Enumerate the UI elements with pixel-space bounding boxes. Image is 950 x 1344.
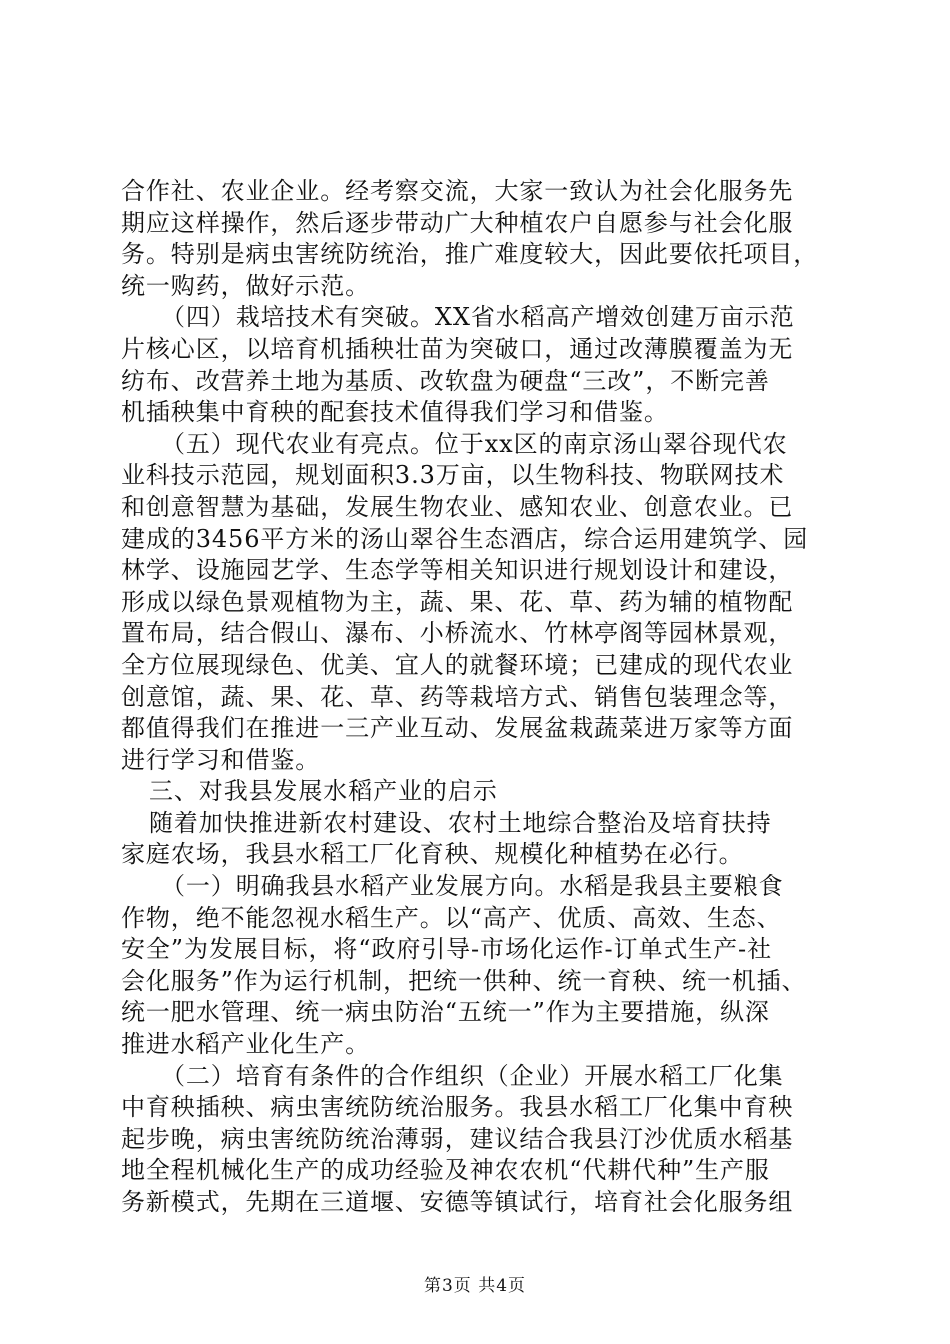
- text-line: 纺布、改营养土地为基质、改软盘为硬盘“三改”，不断完善: [121, 366, 770, 395]
- text-line: 机插秧集中育秧的配套技术值得我们学习和借鉴。: [121, 398, 669, 427]
- text-line: 会化服务”作为运行机制，把统一供种、统一育秧、统一机插、: [121, 966, 807, 995]
- text-line: 和创意智慧为基础，发展生物农业、感知农业、创意农业。已: [121, 492, 794, 521]
- text-line: 安全”为发展目标，将“政府引导-市场化运作-订单式生产-社: [121, 935, 772, 964]
- text-line: 统一购药，做好示范。: [121, 271, 370, 300]
- text-line: 置布局，结合假山、瀑布、小桥流水、竹林亭阁等园林景观，: [121, 619, 794, 648]
- text-line: 务。特别是病虫害统防统治，推广难度较大，因此要依托项目，: [121, 240, 819, 269]
- body-text: [121, 176, 841, 1219]
- text-line: 建成的3456平方米的汤山翠谷生态酒店，综合运用建筑学、园: [121, 524, 809, 553]
- text-line: 林学、设施园艺学、生态学等相关知识进行规划设计和建设，: [121, 556, 794, 585]
- text-line: （四）栽培技术有突破。XX省水稻高产增效创建万亩示范: [161, 303, 795, 332]
- text-line: （二）培育有条件的合作组织（企业）开展水稻工厂化集: [161, 1061, 784, 1090]
- text-line: 中育秧插秧、病虫害统防统治服务。我县水稻工厂化集中育秧: [121, 1093, 794, 1122]
- text-line: 随着加快推进新农村建设、农村土地综合整治及培育扶持: [149, 808, 772, 837]
- text-line: 推进水稻产业化生产。: [121, 1030, 370, 1059]
- text-line: 创意馆，蔬、果、花、草、药等栽培方式、销售包装理念等，: [121, 682, 794, 711]
- text-line: 期应这样操作，然后逐步带动广大种植农户自愿参与社会化服: [121, 208, 794, 237]
- text-line: 合作社、农业企业。经考察交流，大家一致认为社会化服务先: [121, 177, 794, 205]
- text-line: 进行学习和借鉴。: [121, 745, 321, 774]
- text-line: （一）明确我县水稻产业发展方向。水稻是我县主要粮食: [161, 872, 784, 901]
- text-line: 片核心区，以培育机插秧壮苗为突破口，通过改薄膜覆盖为无: [121, 334, 794, 363]
- page-number-footer: 第3页 共4页: [423, 1276, 527, 1296]
- text-line: 全方位展现绿色、优美、宜人的就餐环境；已建成的现代农业: [121, 650, 794, 679]
- text-line: 家庭农场，我县水稻工厂化育秧、规模化种植势在必行。: [121, 840, 744, 869]
- text-line: 务新模式，先期在三道堰、安德等镇试行，培育社会化服务组: [121, 1188, 794, 1216]
- section-heading: 三、对我县发展水稻产业的启示: [149, 777, 498, 806]
- text-line: （五）现代农业有亮点。位于xx区的南京汤山翠谷现代农: [161, 429, 788, 458]
- text-line: 形成以绿色景观植物为主，蔬、果、花、草、药为辅的植物配: [121, 587, 794, 616]
- text-line: 地全程机械化生产的成功经验及神农农机“代耕代种”生产服: [121, 1156, 770, 1185]
- text-line: 起步晚，病虫害统防统治薄弱，建议结合我县汀沙优质水稻基: [121, 1124, 794, 1153]
- text-line: 作物，绝不能忽视水稻生产。以“高产、优质、高效、生态、: [121, 903, 782, 932]
- text-line: 统一肥水管理、统一病虫防治“五统一”作为主要措施，纵深: [121, 998, 770, 1027]
- text-line: 业科技示范园，规划面积3.3万亩，以生物科技、物联网技术: [121, 461, 785, 490]
- text-line: 都值得我们在推进一三产业互动、发展盆栽蔬菜进万家等方面: [121, 714, 794, 743]
